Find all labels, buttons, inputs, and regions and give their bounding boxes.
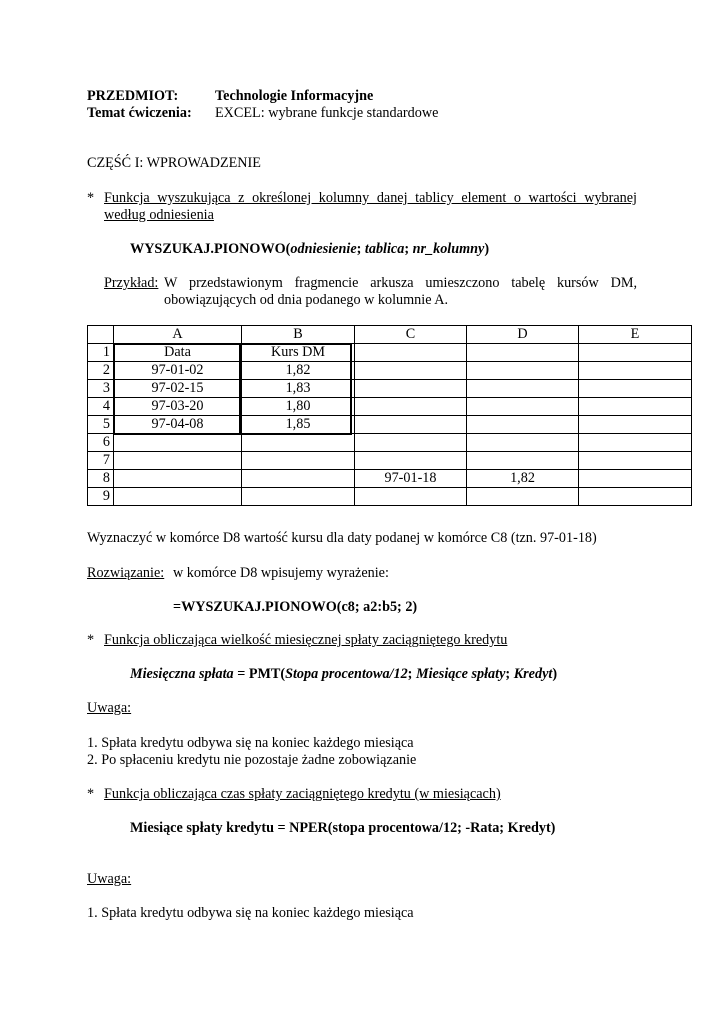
- cell-col-e[interactable]: [579, 452, 692, 470]
- section2-note-2: 2. Po spłaceniu kredytu nie pozostaje żadne zobowiązanie: [87, 752, 417, 768]
- subject-label: PRZEDMIOT:: [87, 88, 179, 104]
- cell-col-a[interactable]: Data: [114, 344, 242, 362]
- section3-note-1: 1. Spłata kredytu odbywa się na koniec każdego miesiąca: [87, 905, 414, 921]
- cell-col-d[interactable]: [467, 416, 579, 434]
- cell-col-c[interactable]: [355, 416, 467, 434]
- vlookup-arg-table: tablica: [364, 241, 405, 257]
- cell-col-e[interactable]: [579, 344, 692, 362]
- cell-col-a[interactable]: 97-02-15: [114, 380, 242, 398]
- vlookup-name: WYSZUKAJ.PIONOWO(: [130, 241, 291, 257]
- row-header-cell[interactable]: 2: [88, 362, 114, 380]
- column-header-a[interactable]: A: [114, 326, 242, 344]
- column-header-b[interactable]: B: [242, 326, 355, 344]
- example-line2: obowiązujących od dnia podanego w kolumnie A.: [164, 292, 449, 308]
- cell-col-b[interactable]: 1,85: [242, 416, 355, 434]
- row-header-cell[interactable]: 6: [88, 434, 114, 452]
- cell-col-c[interactable]: [355, 434, 467, 452]
- column-header-e[interactable]: E: [579, 326, 692, 344]
- cell-col-b[interactable]: [242, 434, 355, 452]
- cell-col-b[interactable]: [242, 488, 355, 506]
- nper-syntax: Miesiące spłaty kredytu = NPER(stopa procentowa/12; -Rata; Kredyt): [130, 820, 556, 836]
- cell-col-d[interactable]: [467, 434, 579, 452]
- cell-col-c[interactable]: [355, 452, 467, 470]
- sheet-row: [88, 380, 692, 398]
- column-header-d[interactable]: D: [467, 326, 579, 344]
- section2-note-label: Uwaga:: [87, 700, 132, 716]
- cell-col-e[interactable]: [579, 470, 692, 488]
- cell-col-d[interactable]: [467, 362, 579, 380]
- solution-formula: =WYSZUKAJ.PIONOWO(c8; a2:b5; 2): [173, 599, 418, 615]
- cell-col-e[interactable]: [579, 416, 692, 434]
- task-text: Wyznaczyć w komórce D8 wartość kursu dla daty podanej w komórce C8 (tzn. 97-01-18): [87, 530, 597, 546]
- cell-col-a[interactable]: [114, 488, 242, 506]
- column-header-c[interactable]: C: [355, 326, 467, 344]
- cell-col-b[interactable]: 1,83: [242, 380, 355, 398]
- example-label: Przykład:: [104, 275, 159, 291]
- cell-col-b[interactable]: [242, 452, 355, 470]
- cell-col-e[interactable]: [579, 488, 692, 506]
- section1-title-line1: Funkcja wyszukująca z określonej kolumny danej tablicy element o wartości wybranej: [104, 190, 637, 206]
- topic-value: EXCEL: wybrane funkcje standardowe: [215, 105, 439, 121]
- row-header-cell[interactable]: 3: [88, 380, 114, 398]
- row-header-cell[interactable]: 8: [88, 470, 114, 488]
- section2-note-1: 1. Spłata kredytu odbywa się na koniec każdego miesiąca: [87, 735, 414, 751]
- topic-label: Temat ćwiczenia:: [87, 105, 192, 121]
- cell-col-b[interactable]: [242, 470, 355, 488]
- cell-col-c[interactable]: [355, 362, 467, 380]
- cell-col-a[interactable]: 97-03-20: [114, 398, 242, 416]
- pmt-syntax: Miesięczna spłata = PMT(Stopa procentowa/12; Miesiące spłaty; Kredyt): [130, 666, 558, 682]
- spreadsheet-table: [87, 325, 692, 506]
- cell-col-a[interactable]: [114, 434, 242, 452]
- cell-col-d[interactable]: [467, 380, 579, 398]
- cell-col-a[interactable]: [114, 470, 242, 488]
- cell-col-a[interactable]: 97-01-02: [114, 362, 242, 380]
- section3-title: Funkcja obliczająca czas spłaty zaciągniętego kredytu (w miesiącach): [104, 786, 501, 802]
- pmt-arg-rate: Stopa procentowa/12: [285, 666, 408, 682]
- vlookup-syntax: WYSZUKAJ.PIONOWO(odniesienie; tablica; nr_kolumny): [130, 241, 490, 257]
- pmt-lhs: Miesięczna spłata: [130, 666, 234, 682]
- cell-col-c[interactable]: 97-01-18: [355, 470, 467, 488]
- row-header-cell[interactable]: 4: [88, 398, 114, 416]
- row-header-cell[interactable]: 1: [88, 344, 114, 362]
- bullet-2: *: [87, 632, 95, 648]
- section3-note-label: Uwaga:: [87, 871, 132, 887]
- section2-title: Funkcja obliczająca wielkość miesięcznej spłaty zaciągniętego kredytu: [104, 632, 508, 648]
- row-header-cell[interactable]: 9: [88, 488, 114, 506]
- sheet-row: [88, 470, 692, 488]
- pmt-arg-periods: Miesiące spłaty: [415, 666, 506, 682]
- solution-text: w komórce D8 wpisujemy wyrażenie:: [173, 565, 389, 581]
- sheet-row: [88, 362, 692, 380]
- sheet-row: [88, 416, 692, 434]
- cell-col-c[interactable]: [355, 488, 467, 506]
- example-line1: W przedstawionym fragmencie arkusza umieszczono tabelę kursów DM,: [164, 275, 637, 291]
- cell-col-a[interactable]: [114, 452, 242, 470]
- sheet-row: [88, 488, 692, 506]
- cell-col-b[interactable]: Kurs DM: [242, 344, 355, 362]
- row-header-cell[interactable]: 5: [88, 416, 114, 434]
- cell-col-e[interactable]: [579, 434, 692, 452]
- cell-col-d[interactable]: [467, 488, 579, 506]
- row-header-cell[interactable]: 7: [88, 452, 114, 470]
- vlookup-arg-col: nr_kolumny: [412, 241, 485, 257]
- cell-col-d[interactable]: 1,82: [467, 470, 579, 488]
- cell-col-e[interactable]: [579, 362, 692, 380]
- cell-col-a[interactable]: 97-04-08: [114, 416, 242, 434]
- subject-value: Technologie Informacyjne: [215, 88, 374, 104]
- cell-col-b[interactable]: 1,80: [242, 398, 355, 416]
- cell-col-d[interactable]: [467, 398, 579, 416]
- cell-col-d[interactable]: [467, 344, 579, 362]
- cell-col-e[interactable]: [579, 380, 692, 398]
- sheet-row: [88, 452, 692, 470]
- cell-col-b[interactable]: 1,82: [242, 362, 355, 380]
- vlookup-arg-ref: odniesienie: [290, 241, 357, 257]
- bullet-3: *: [87, 786, 95, 802]
- sheet-row: [88, 434, 692, 452]
- cell-col-c[interactable]: [355, 398, 467, 416]
- part-title: CZĘŚĆ I: WPROWADZENIE: [87, 155, 261, 171]
- sheet-row: [88, 344, 692, 362]
- cell-col-c[interactable]: [355, 344, 467, 362]
- solution-label: Rozwiązanie:: [87, 565, 165, 581]
- section1-title-line2: według odniesienia: [104, 207, 214, 223]
- pmt-arg-loan: Kredyt: [513, 666, 553, 682]
- corner-cell[interactable]: [88, 326, 114, 344]
- column-header-row: [88, 326, 692, 344]
- bullet-1: *: [87, 190, 95, 206]
- cell-col-c[interactable]: [355, 380, 467, 398]
- sheet-row: [88, 398, 692, 416]
- cell-col-e[interactable]: [579, 398, 692, 416]
- cell-col-d[interactable]: [467, 452, 579, 470]
